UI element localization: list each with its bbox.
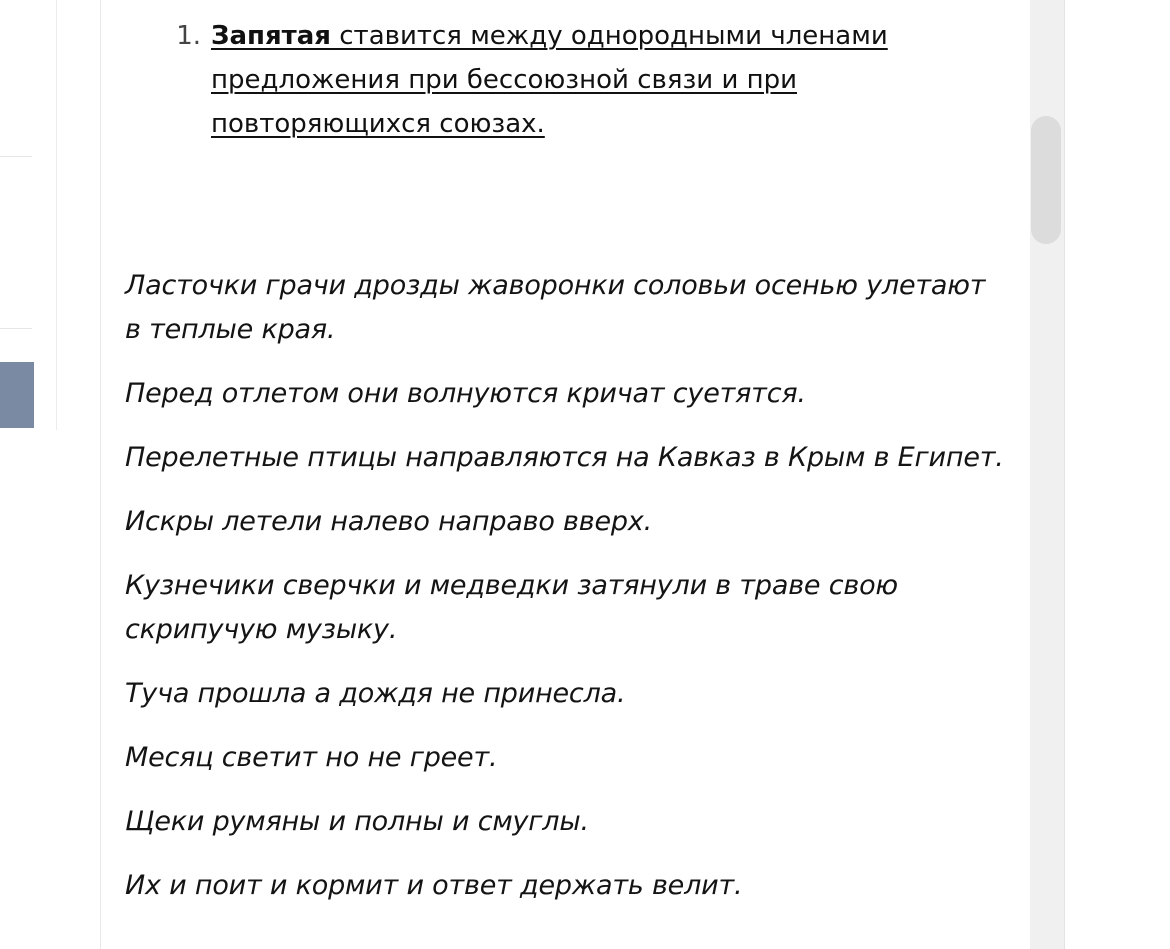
scrollbar-thumb[interactable] (1031, 116, 1061, 244)
exercise-sentence: Месяц светит но не греет. (125, 742, 498, 773)
sidebar-divider (0, 156, 32, 157)
exercise-sentence: Ласточки грачи дрозды жаворонки соловьи осенью улетают в теплые края. (125, 270, 986, 345)
exercise-sentence: Искры летели налево направо вверх. (125, 506, 652, 537)
exercise-sentence: Перед отлетом они волнуются кричат суетятся. (125, 378, 806, 409)
rule-item (176, 14, 1009, 146)
exercise-sentence: Их и поит и кормит и ответ держать велит. (125, 870, 743, 901)
rule-number: 1. (176, 21, 201, 51)
content-card (100, 0, 1031, 949)
rule-term: Запятая (211, 21, 331, 51)
left-sidebar (0, 0, 57, 430)
sidebar-divider (0, 328, 32, 329)
rule-list (176, 14, 1009, 146)
exercise-sentence: Кузнечики сверчки и медведки затянули в траве свою скрипучую музыку. (125, 570, 898, 645)
exercise-sentence: Щеки румяны и полны и смуглы. (125, 806, 589, 837)
sidebar-active-item[interactable] (0, 362, 34, 428)
exercise-sentences (125, 264, 1005, 928)
rule-description: ставится между однородными членами предложения при бессоюзной связи и при повторяющихся союзах. (211, 21, 888, 139)
exercise-sentence: Туча прошла а дождя не принесла. (125, 678, 626, 709)
exercise-sentence: Перелетные птицы направляются на Кавказ в Крым в Египет. (125, 442, 1004, 473)
rule-link[interactable] (211, 14, 1009, 146)
